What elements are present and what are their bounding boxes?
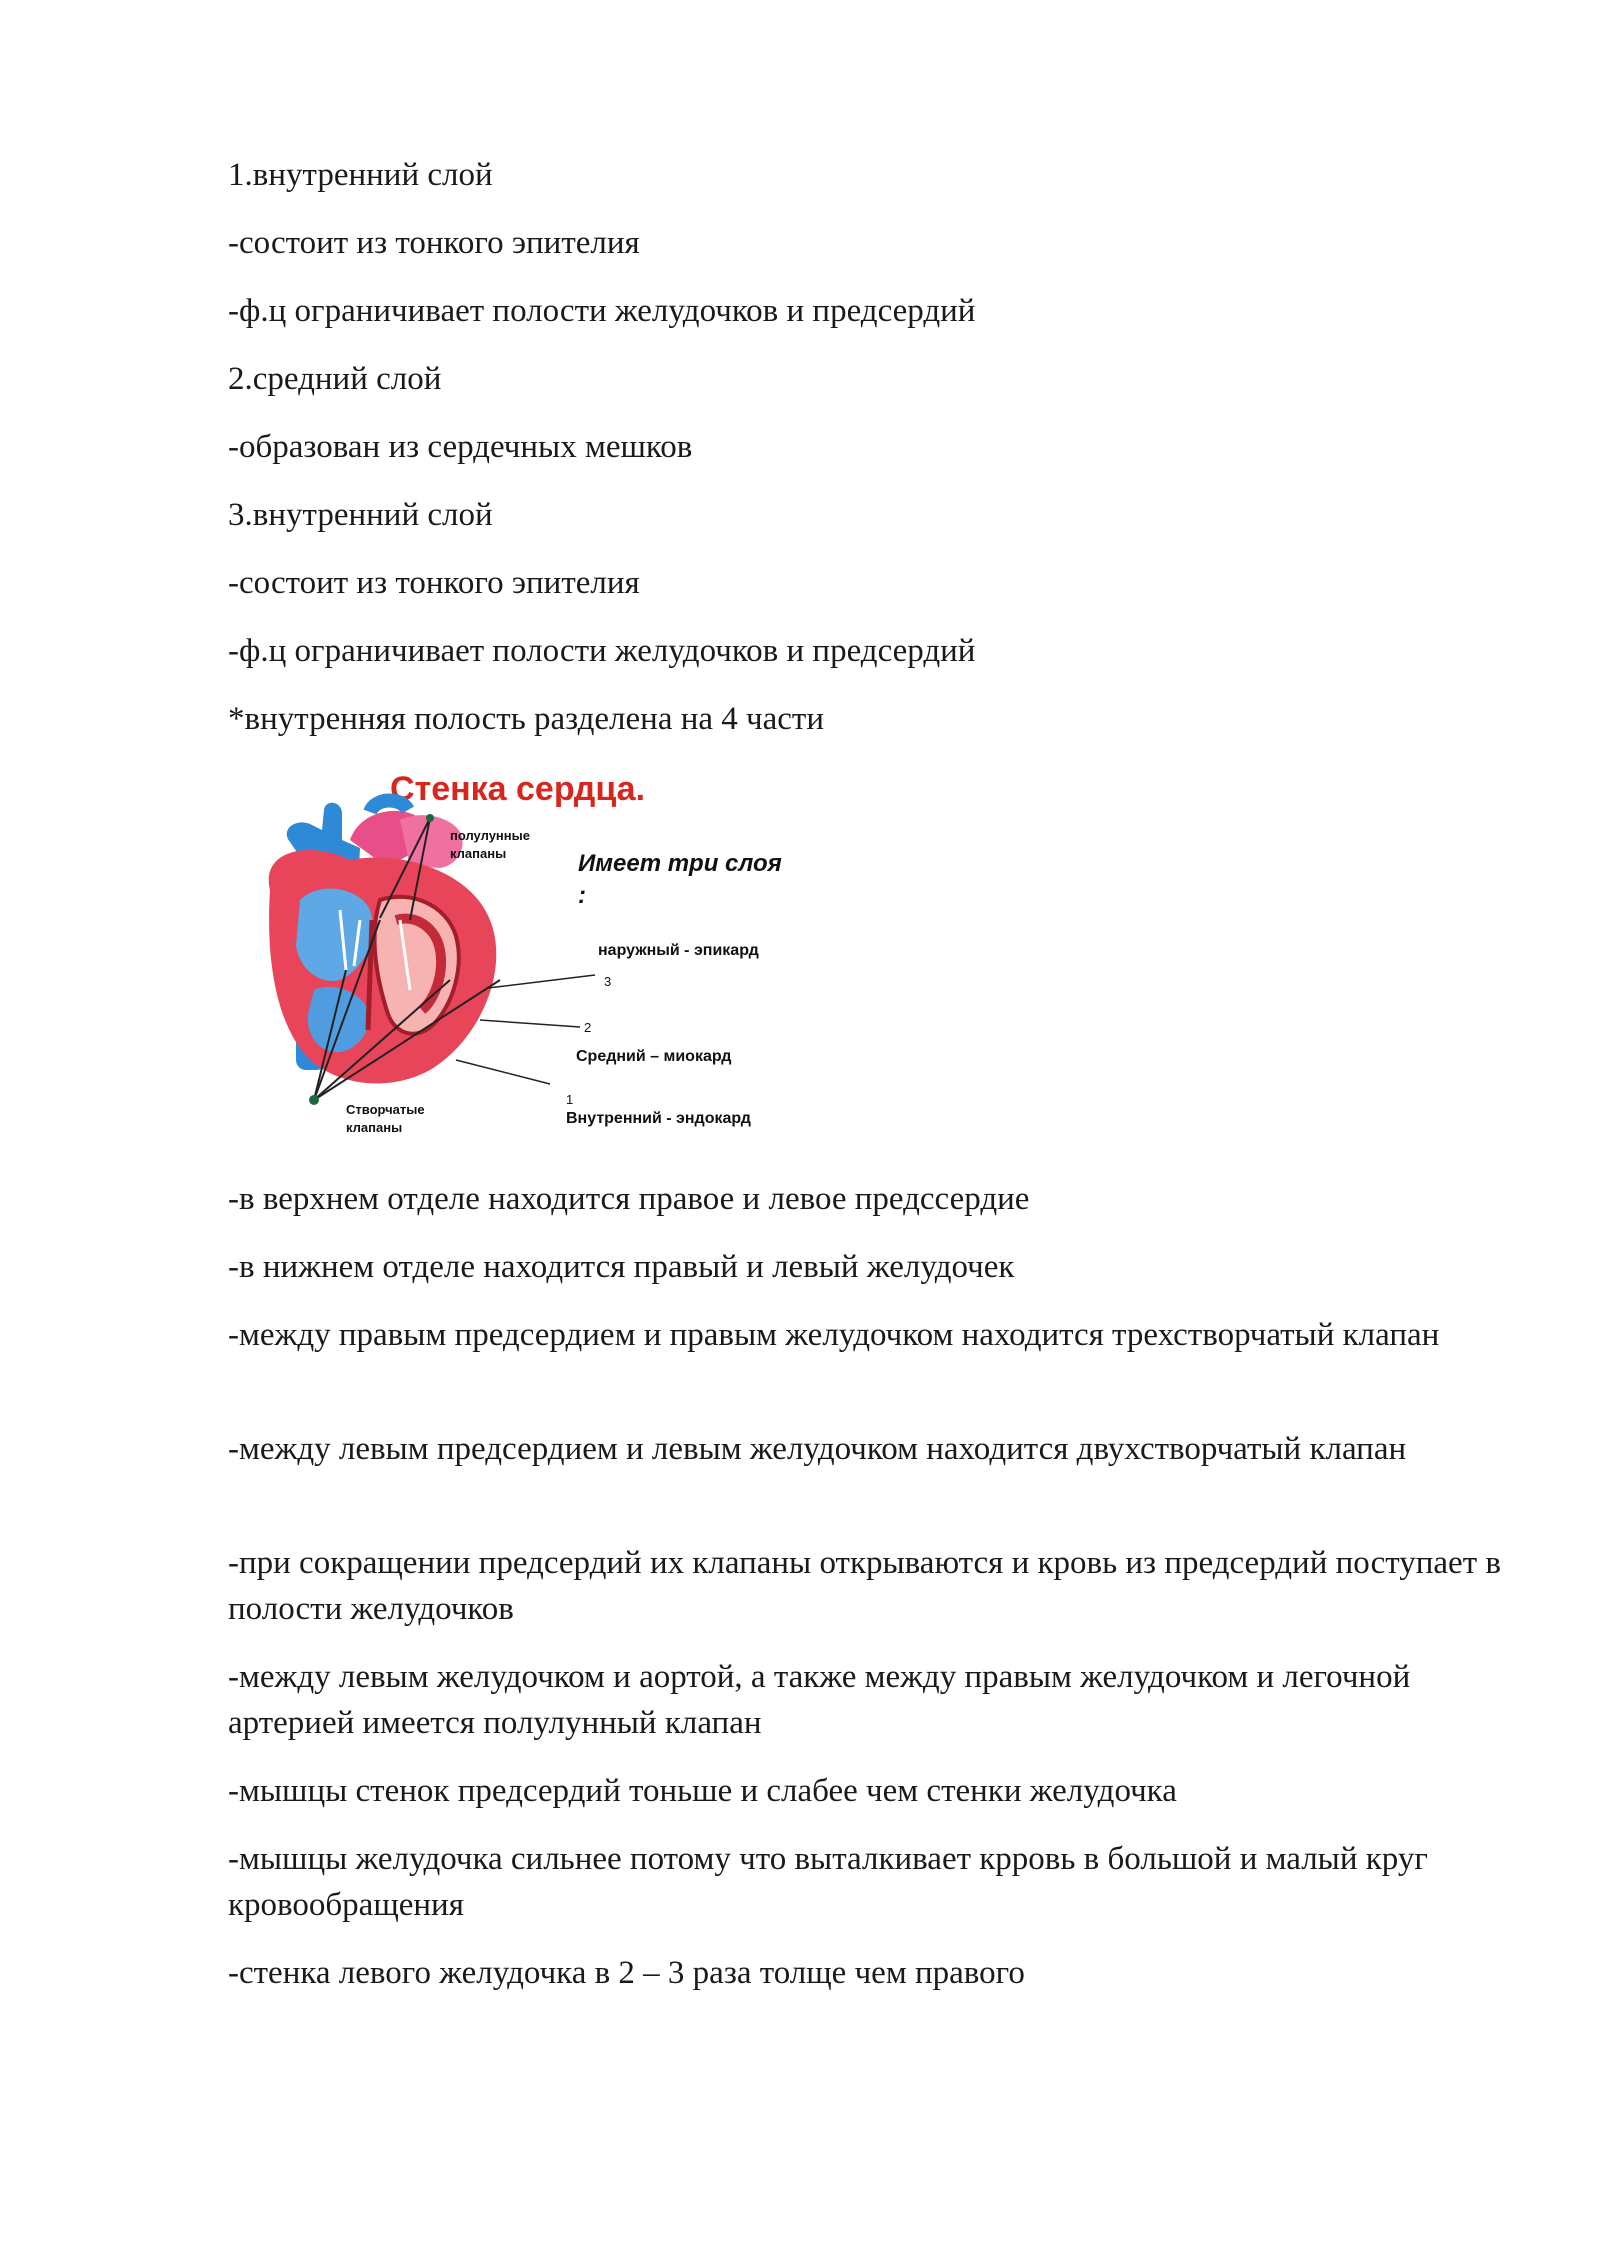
semilunar-valves-label-line2: клапаны <box>450 846 507 861</box>
figure-title: Стенка сердца. <box>390 770 646 808</box>
paragraph: -в верхнем отделе находится правое и левое предссердие <box>228 1181 1030 1217</box>
paragraph: -в нижнем отделе находится правый и левый желудочек <box>228 1249 1015 1285</box>
paragraph: -между левым предсердием и левым желудочком находится двухстворчатый клапан <box>228 1431 1407 1467</box>
text-line: 2.средний слой <box>228 361 442 397</box>
heart-wall-figure <box>250 770 810 1150</box>
text-line: 3.внутренний слой <box>228 497 493 533</box>
paragraph: -стенка левого желудочка в 2 – 3 раза толще чем правого <box>228 1955 1025 1991</box>
middle-layer-label: Средний – миокард <box>576 1048 732 1065</box>
text-line: -образован из сердечных мешков <box>228 429 693 465</box>
text-line: -ф.ц ограничивает полости желудочков и предсердий <box>228 293 976 329</box>
paragraph: -мышцы желудочка сильнее потому что выталкивает крровь в большой и малый круг кровообращения <box>228 1841 1428 1923</box>
text-line: -состоит из тонкого эпителия <box>228 225 640 261</box>
layer-number-3: 3 <box>604 974 612 989</box>
heart-illustration <box>250 770 810 1150</box>
figure-subheading: Имеет три слоя <box>578 850 782 877</box>
text-line: -ф.ц ограничивает полости желудочков и предсердий <box>228 633 976 669</box>
text-line: -состоит из тонкого эпителия <box>228 565 640 601</box>
layer-number-1: 1 <box>566 1092 574 1107</box>
figure-subheading-colon: : <box>578 882 586 909</box>
paragraph: -между правым предсердием и правым желудочком находится трехстворчатый клапан <box>228 1317 1440 1353</box>
text-line: 1.внутренний слой <box>228 157 493 193</box>
paragraph: -мышцы стенок предсердий тоньше и слабее чем стенки желудочка <box>228 1773 1177 1809</box>
paragraph: -при сокращении предсердий их клапаны открываются и кровь из предсердий поступает в полости желудочков <box>228 1545 1501 1627</box>
text-line: *внутренняя полость разделена на 4 части <box>228 701 824 737</box>
paragraph: -между левым желудочком и аортой, а также между правым желудочком и легочной артерией имеется полулунный клапан <box>228 1659 1411 1741</box>
outer-layer-label: наружный - эпикард <box>598 942 759 959</box>
semilunar-valves-label-line1: полулунные <box>450 828 530 843</box>
leaflet-valves-label-line1: Створчатые <box>346 1102 425 1117</box>
layer-number-2: 2 <box>584 1020 592 1035</box>
inner-layer-label: Внутренний - эндокард <box>566 1110 751 1127</box>
leaflet-valves-label-line2: клапаны <box>346 1120 403 1135</box>
